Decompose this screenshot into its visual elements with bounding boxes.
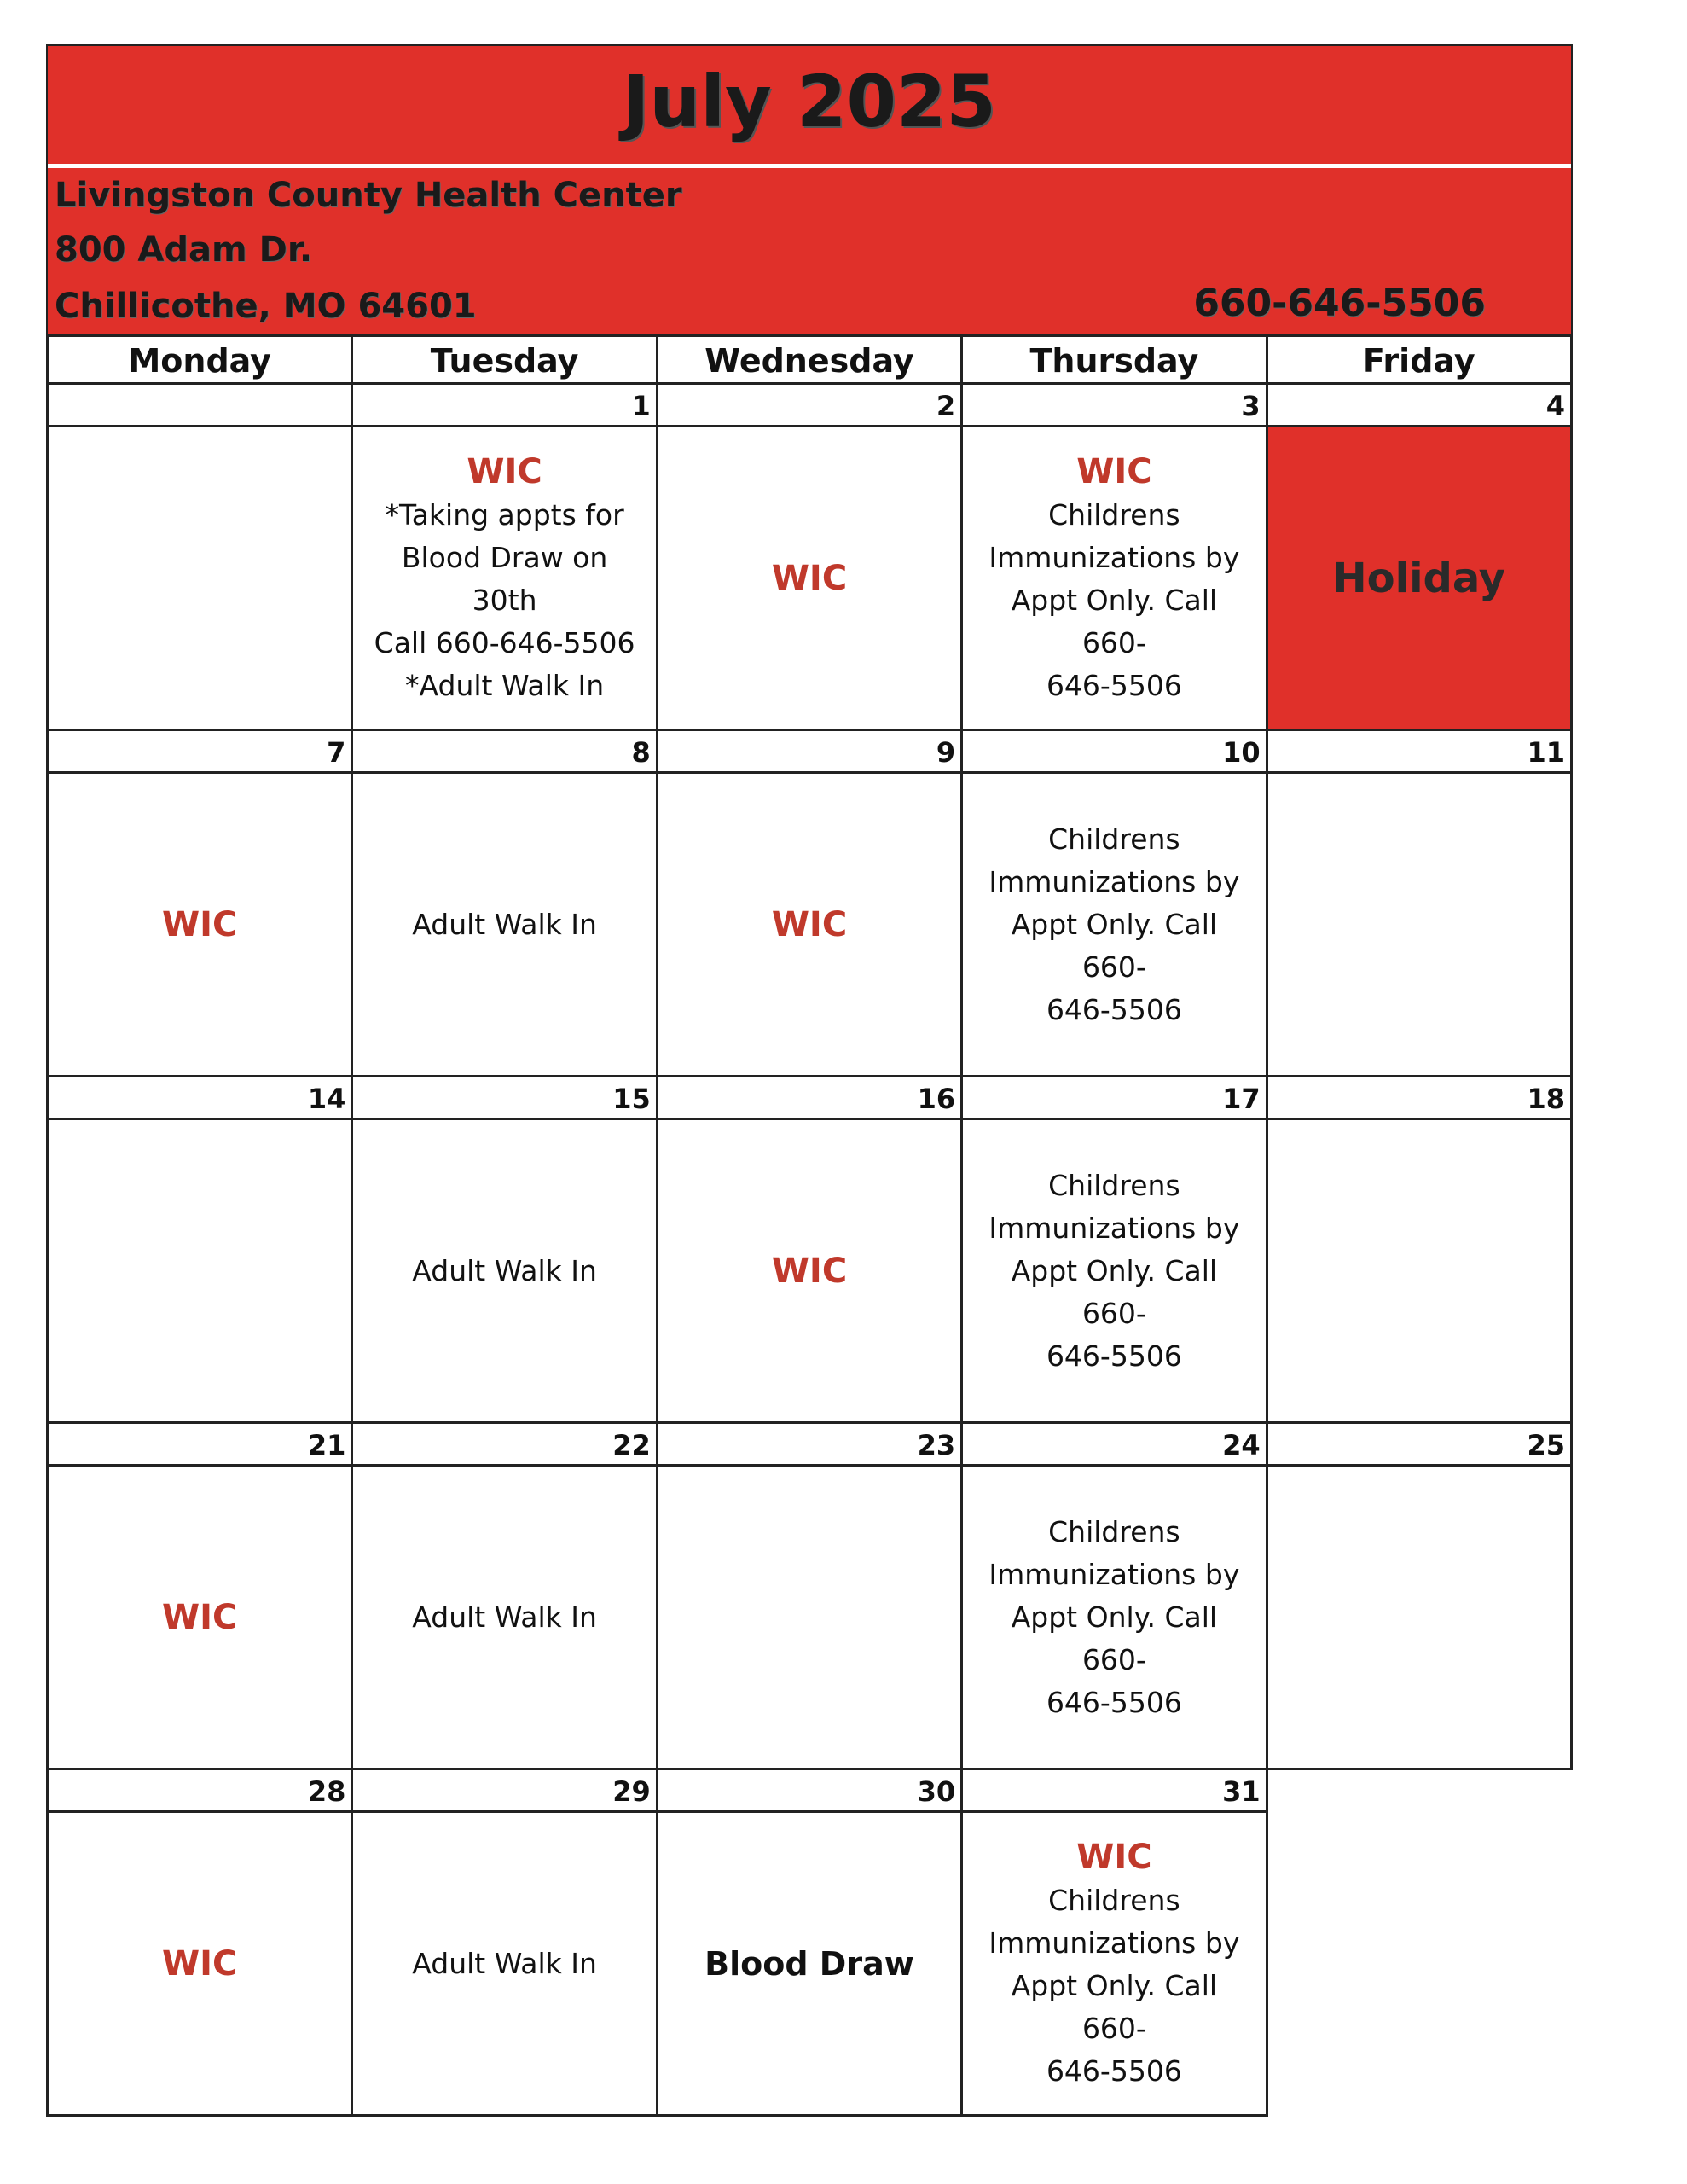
day-number: 1: [353, 385, 658, 427]
day-number: 24: [963, 1424, 1267, 1467]
header-banner: [46, 44, 1573, 334]
day-cell: [658, 1813, 963, 2117]
day-cell: [963, 427, 1267, 731]
event-note: Immunizations by: [988, 1557, 1240, 1591]
weekday-header: Thursday: [963, 337, 1267, 385]
event-note: Appt Only. Call 660-: [1011, 1968, 1218, 2045]
day-number: 3: [963, 385, 1267, 427]
day-number: 30: [658, 1770, 963, 1813]
event-note: Appt Only. Call 660-: [1011, 907, 1218, 984]
event-note: 646-5506: [1046, 668, 1182, 702]
event-note: Adult Walk In: [412, 1600, 597, 1634]
day-number: 22: [353, 1424, 658, 1467]
day-number: 2: [658, 385, 963, 427]
day-number: 18: [1268, 1077, 1573, 1120]
event-note: Appt Only. Call 660-: [1011, 583, 1218, 659]
event-note: Blood Draw on 30th: [401, 540, 608, 617]
day-number: 21: [49, 1424, 353, 1467]
wic-label: WIC: [467, 451, 542, 491]
org-street: 800 Adam Dr.: [55, 230, 313, 270]
day-number: 11: [1268, 731, 1573, 774]
day-number: 31: [963, 1770, 1267, 1813]
event-note: 646-5506: [1046, 1685, 1182, 1719]
event-note: 646-5506: [1046, 1339, 1182, 1373]
day-number: 8: [353, 731, 658, 774]
day-number: 10: [963, 731, 1267, 774]
wic-label: WIC: [162, 1597, 238, 1637]
wic-label: WIC: [771, 904, 848, 944]
day-cell: [658, 774, 963, 1077]
day-number: [49, 385, 353, 427]
event-note: Immunizations by: [988, 540, 1240, 574]
day-cell: [353, 1120, 658, 1424]
event-note: Appt Only. Call 660-: [1011, 1600, 1218, 1676]
wic-label: WIC: [771, 558, 848, 598]
weekday-header: Monday: [49, 337, 353, 385]
day-cell: [49, 1813, 353, 2117]
day-cell: [353, 427, 658, 731]
event-note: Adult Walk In: [412, 1946, 597, 1980]
event-note: Adult Walk In: [412, 1253, 597, 1287]
weekday-header: Wednesday: [658, 337, 963, 385]
blood-draw-label: Blood Draw: [704, 1944, 914, 1983]
day-cell: [963, 1120, 1267, 1424]
org-name: Livingston County Health Center: [55, 176, 682, 215]
day-cell: [49, 774, 353, 1077]
day-number: 9: [658, 731, 963, 774]
day-cell: [49, 1467, 353, 1770]
day-number: 14: [49, 1077, 353, 1120]
day-number: 17: [963, 1077, 1267, 1120]
day-number: 23: [658, 1424, 963, 1467]
day-cell: [1268, 1467, 1573, 1770]
event-note: Childrens: [1048, 1883, 1180, 1917]
day-cell: [49, 427, 353, 731]
event-note: Childrens: [1048, 497, 1180, 531]
event-note: Immunizations by: [988, 1926, 1240, 1960]
day-cell: [963, 1467, 1267, 1770]
day-cell: [1268, 427, 1573, 731]
day-cell: [353, 774, 658, 1077]
event-note: Call 660-646-5506: [374, 625, 635, 659]
day-cell: [1268, 1813, 1573, 2117]
event-note: 646-5506: [1046, 992, 1182, 1026]
day-number: 4: [1268, 385, 1573, 427]
day-number: 28: [49, 1770, 353, 1813]
org-city: Chillicothe, MO 64601: [55, 287, 477, 326]
event-note: 646-5506: [1046, 2053, 1182, 2088]
day-cell: [1268, 774, 1573, 1077]
day-number: 29: [353, 1770, 658, 1813]
wic-label: WIC: [1076, 1837, 1152, 1877]
event-note: Childrens: [1048, 822, 1180, 856]
day-cell: [963, 774, 1267, 1077]
calendar-sheet: [46, 44, 1573, 2117]
event-note: *Taking appts for: [385, 497, 624, 531]
banner-divider: [48, 164, 1571, 168]
event-note: Immunizations by: [988, 1211, 1240, 1245]
day-cell: [658, 427, 963, 731]
day-number: [1268, 1770, 1573, 1813]
event-note: Childrens: [1048, 1168, 1180, 1202]
month-title: July 2025: [623, 60, 996, 143]
day-cell: [963, 1813, 1267, 2117]
day-cell: [658, 1467, 963, 1770]
weekday-header: Tuesday: [353, 337, 658, 385]
day-number: 7: [49, 731, 353, 774]
day-number: 16: [658, 1077, 963, 1120]
calendar-grid: [46, 334, 1573, 2117]
event-note: Immunizations by: [988, 864, 1240, 898]
event-note: Appt Only. Call 660-: [1011, 1253, 1218, 1330]
weekday-header: Friday: [1268, 337, 1573, 385]
event-note: Childrens: [1048, 1514, 1180, 1548]
day-cell: [1268, 1120, 1573, 1424]
day-number: 15: [353, 1077, 658, 1120]
org-phone: 660-646-5506: [1193, 282, 1486, 325]
event-note: Adult Walk In: [412, 907, 597, 941]
wic-label: WIC: [771, 1251, 848, 1291]
wic-label: WIC: [1076, 451, 1152, 491]
day-cell: [49, 1120, 353, 1424]
day-number: 25: [1268, 1424, 1573, 1467]
day-cell: [353, 1813, 658, 2117]
wic-label: WIC: [162, 1943, 238, 1984]
event-note: *Adult Walk In: [405, 668, 605, 702]
holiday-label: Holiday: [1332, 554, 1506, 602]
wic-label: WIC: [162, 904, 238, 944]
day-cell: [658, 1120, 963, 1424]
day-cell: [353, 1467, 658, 1770]
